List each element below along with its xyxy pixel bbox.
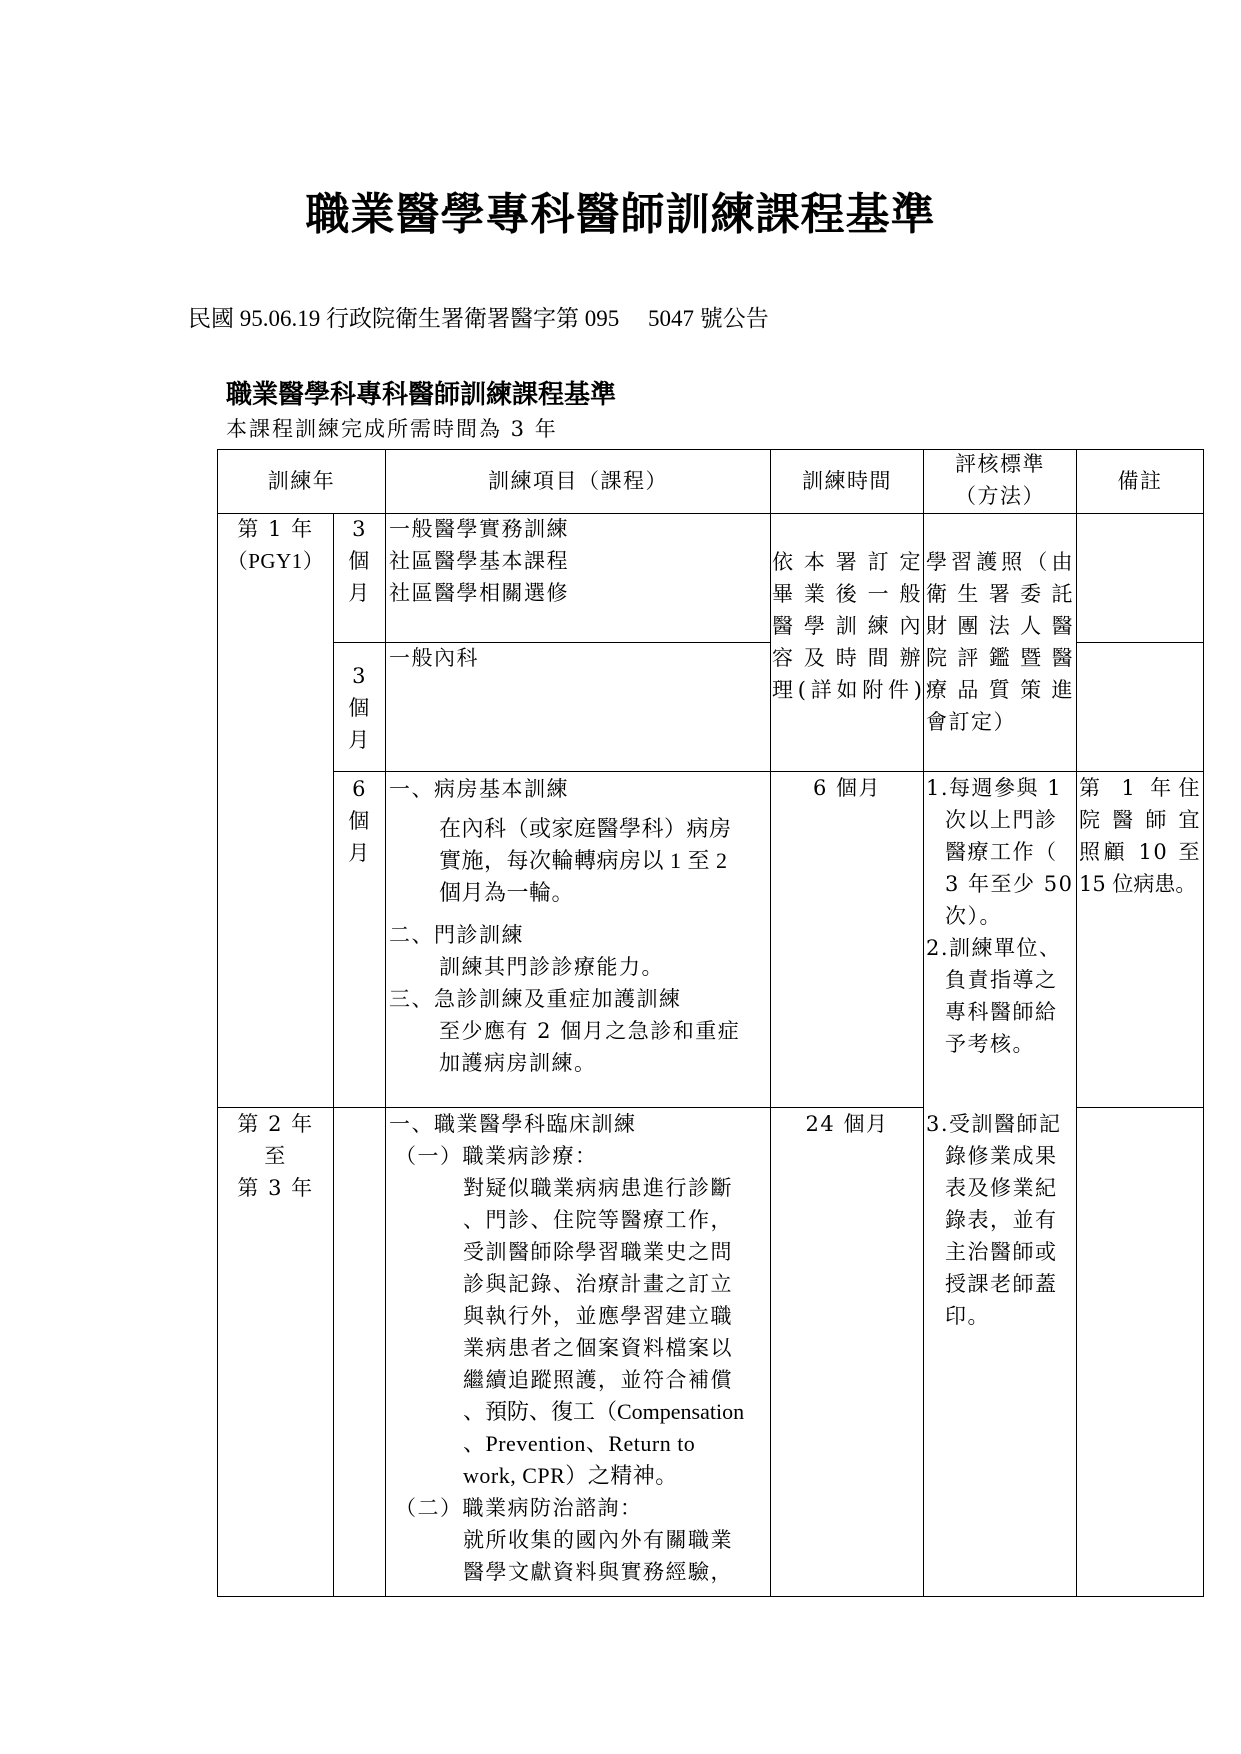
row-divider [1076,1107,1203,1108]
list-item: 一、職業醫學科臨床訓練 [389,1112,637,1136]
list-item-detail: 個月為一輪。 [439,880,575,905]
col-divider [1076,449,1077,1597]
year23-items [389,1108,770,1588]
header-year: 訓練年 [267,469,336,493]
months-char: 個 [348,809,371,833]
table-border-left [217,449,218,1597]
text-line: 1.每週參與 1 [926,776,1063,800]
text-line: 次）。 [945,904,1002,928]
months-digit: 6 [352,777,367,801]
page-title: 職業醫學專科醫師訓練課程基準 [305,189,936,240]
row-divider [1076,642,1203,643]
text-line: 財團法人醫 [926,614,1074,638]
block3-eval [926,772,1076,1060]
text-line: 容及時間辦 [772,646,922,670]
block1-items [389,513,767,609]
text-line: 3 年至少 50 [945,872,1074,896]
text-line: 授課老師蓋 [945,1272,1058,1296]
text-line: 印。 [945,1304,990,1328]
list-item: （一）職業病診療： [395,1144,598,1168]
text-line: 依本署訂定 [772,550,922,574]
list-item-detail: 加護病房訓練。 [439,1051,597,1075]
year1-label [218,513,333,577]
list-item: 一、病房基本訓練 [389,777,569,801]
section-title: 職業醫學科專科醫師訓練課程基準 [226,380,617,410]
text-line: 第 3 年 [237,1176,314,1200]
block3-months [334,773,385,869]
text-line: 醫學訓練內 [772,614,922,638]
text-line: 3.受訓醫師記 [926,1112,1062,1136]
year23-eval [926,1108,1076,1332]
block3-remark [1079,772,1201,900]
months-char: 個 [348,549,371,573]
list-item-detail: 實施，每次輪轉病房以 1 至 2 [439,848,728,873]
months-digit: 3 [352,664,367,688]
text-line: 2.訓練單位、 [926,936,1062,960]
text-line: 衛生署委託 [926,582,1074,606]
col-divider [385,449,386,1597]
block3-time: 6 個月 [812,776,882,800]
header-eval [924,448,1076,512]
list-item-detail: 、Prevention、Return to [463,1431,696,1456]
list-item-detail: work, CPR）之精神。 [463,1463,678,1488]
header-time: 訓練時間 [802,469,892,493]
list-item: 一般內科 [389,646,479,670]
text-line: 第 1 年住 [1079,776,1201,800]
text-line: 至 [264,1144,287,1168]
months-char: 月 [348,728,371,752]
months-char: 個 [348,696,371,720]
list-item-detail: 與執行外，並應學習建立職 [463,1304,733,1328]
list-item-detail: 至少應有 2 個月之急診和重症 [439,1019,741,1043]
text-line: 第 2 年 [237,1112,314,1136]
text-line: 理(詳如附件) [772,678,922,702]
text-line: 醫療工作（ [945,840,1058,864]
list-item-detail: 訓練其門診診療能力。 [439,955,664,979]
list-item: 社區醫學相關選修 [389,581,569,605]
block1-months [334,513,385,609]
text-line: 錄表，並有 [945,1208,1058,1232]
list-item-detail: 受訓醫師除學習職業史之問 [463,1240,733,1264]
list-item-detail: 業病患者之個案資料檔案以 [463,1336,733,1360]
text-line: 負責指導之 [945,968,1058,992]
list-item: 二、門診訓練 [389,923,524,947]
text-line: 錄修業成果 [945,1144,1058,1168]
block2-items [389,642,767,674]
text-line: 會訂定） [926,710,1016,734]
list-item: 三、急診訓練及重症加護訓練 [389,987,682,1011]
list-item-detail: 對疑似職業病病患進行診斷 [463,1176,733,1200]
col-divider [770,449,771,1597]
list-item-detail: 診與記錄、治療計畫之訂立 [463,1272,733,1296]
list-item-detail: 、預防、復工（Compensation [463,1399,745,1424]
text-line: 學習護照（由 [926,550,1074,574]
list-item: 一般醫學實務訓練 [389,517,569,541]
header-eval-line2: （方法） [955,484,1045,508]
text-line: 主治醫師或 [945,1240,1058,1264]
year1-label-sub: （PGY1） [226,549,325,573]
list-item-detail: 繼續追蹤照護，並符合補償 [463,1368,733,1392]
year23-label [218,1108,333,1204]
table-border-bottom [217,1596,1203,1597]
text-line: 予考核。 [945,1032,1035,1056]
text-line: 院評鑑暨醫 [926,646,1074,670]
duration-note: 本課程訓練完成所需時間為 3 年 [226,417,558,441]
list-item: 社區醫學基本課程 [389,549,569,573]
year23-time: 24 個月 [805,1112,889,1136]
months-digit: 3 [352,517,367,541]
header-remark: 備註 [1117,469,1163,493]
announcement-line: 民國 95.06.19 行政院衛生署衛署醫字第 095 5047 號公告 [188,306,769,331]
list-item-detail: 在內科（或家庭醫學科）病房 [439,816,732,841]
list-item-detail: 醫學文獻資料與實務經驗， [463,1560,733,1584]
months-char: 月 [348,581,371,605]
col-divider [923,449,924,1597]
text-line: 院醫師宜 [1079,808,1201,832]
year1-label-text: 第 1 年 [237,517,314,541]
text-line: 畢業後一般 [772,582,922,606]
list-item-detail: 就所收集的國內外有關職業 [463,1528,733,1552]
table-border-right [1203,449,1204,1597]
text-line: 照顧 10 至 [1079,840,1201,864]
shared-time-text [772,546,922,706]
months-char: 月 [348,841,371,865]
block3-items [389,773,770,1079]
header-item: 訓練項目（課程） [488,469,668,493]
text-line: 次以上門診 [945,808,1058,832]
text-line: 15 位病患。 [1079,872,1197,896]
text-line: 療品質策進 [926,678,1074,702]
shared-eval-text [926,546,1074,738]
list-item-detail: 、門診、住院等醫療工作， [463,1208,733,1232]
list-item: （二）職業病防治諮詢： [395,1496,643,1520]
text-line: 表及修業紀 [945,1176,1058,1200]
block2-months [334,660,385,756]
text-line: 專科醫師給 [945,1000,1058,1024]
header-eval-line1: 評核標準 [955,452,1045,476]
